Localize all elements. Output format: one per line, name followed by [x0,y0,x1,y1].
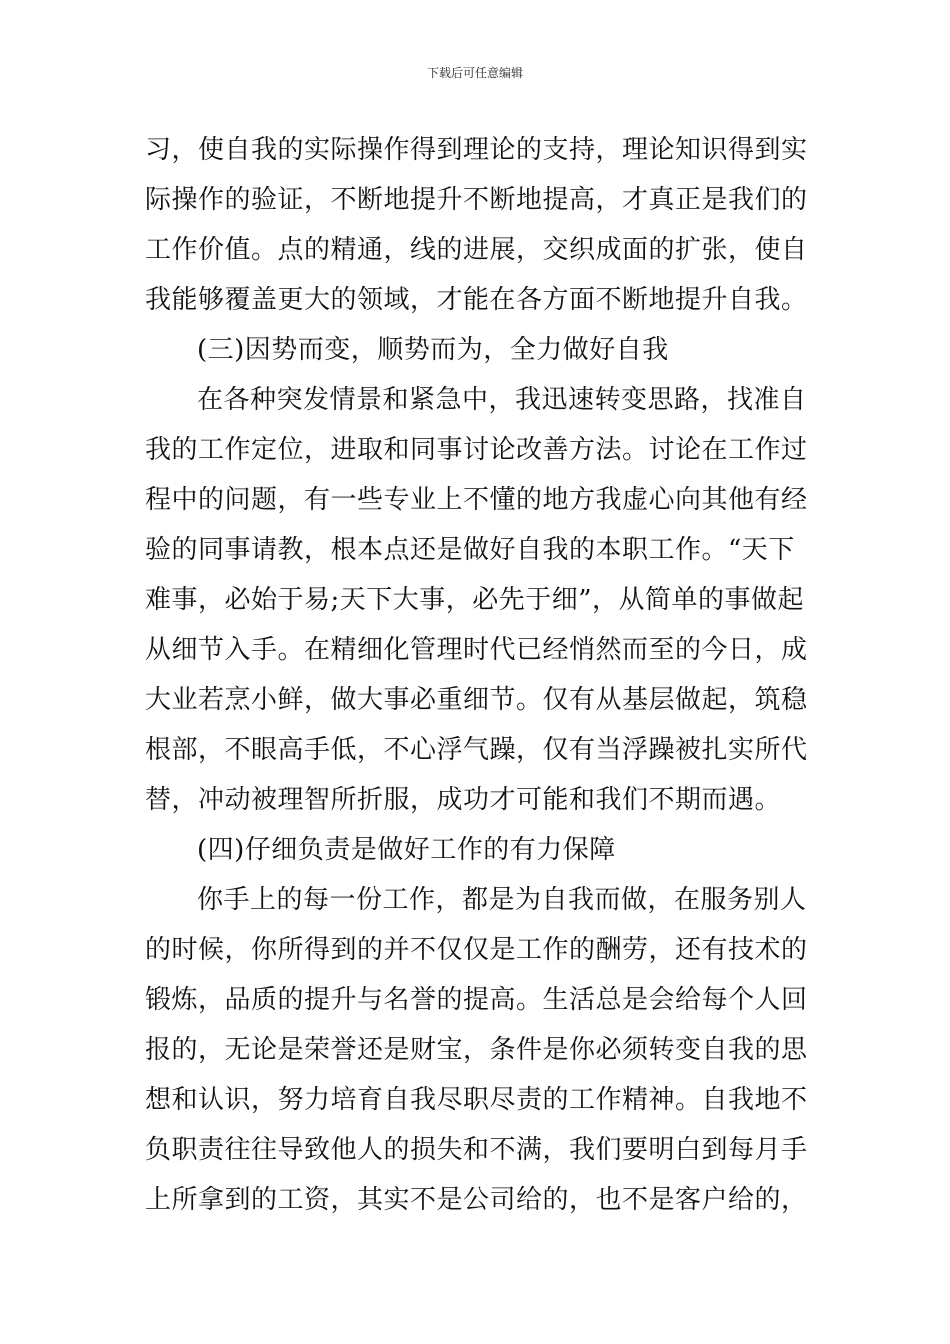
text-line: 负职责往往导致他人的损失和不满，我们要明白到每月手 [145,1135,808,1165]
text-line: 难事，必始于易;天下大事，必先于细”，从简单的事做起 [145,585,805,615]
text-line: 工作价值。点的精通，线的进展，交织成面的扩张，使自 [145,235,808,265]
page-header: 下载后可任意编辑 [426,66,523,80]
text-line: 我能够覆盖更大的领域，才能在各方面不断地提升自我。 [145,285,808,315]
document-body [145,130,815,1230]
text-line: 程中的问题，有一些专业上不懂的地方我虚心向其他有经 [145,485,808,515]
text-line: 大业若烹小鲜，做大事必重细节。仅有从基层做起，筑稳 [145,685,808,715]
text-line: 验的同事请教，根本点还是做好自我的本职工作。“天下 [145,535,795,565]
text-line: 的时候，你所得到的并不仅仅是工作的酬劳，还有技术的 [145,935,808,965]
text-line: 根部，不眼高手低，不心浮气躁，仅有当浮躁被扎实所代 [145,735,808,765]
text-line: 报的，无论是荣誉还是财宝，条件是你必须转变自我的思 [145,1035,808,1065]
text-line: (三)因势而变，顺势而为，全力做好自我 [197,335,669,365]
text-line: 上所拿到的工资，其实不是公司给的，也不是客户给的， [145,1185,808,1215]
text-line: 我的工作定位，进取和同事讨论改善方法。讨论在工作过 [145,435,808,465]
text-line: 习，使自我的实际操作得到理论的支持，理论知识得到实 [145,135,808,165]
text-line: (四)仔细负责是做好工作的有力保障 [197,835,616,865]
text-line: 从细节入手。在精细化管理时代已经悄然而至的今日，成 [145,635,808,665]
text-line: 想和认识，努力培育自我尽职尽责的工作精神。自我地不 [145,1085,808,1115]
text-line: 你手上的每一份工作，都是为自我而做，在服务别人 [197,885,807,915]
text-line: 锻炼，品质的提升与名誉的提高。生活总是会给每个人回 [145,985,808,1015]
text-line: 际操作的验证，不断地提升不断地提高，才真正是我们的 [145,185,808,215]
text-line: 在各种突发情景和紧急中，我迅速转变思路，找准自 [197,385,807,415]
text-line: 替，冲动被理智所折服，成功才可能和我们不期而遇。 [145,785,782,815]
